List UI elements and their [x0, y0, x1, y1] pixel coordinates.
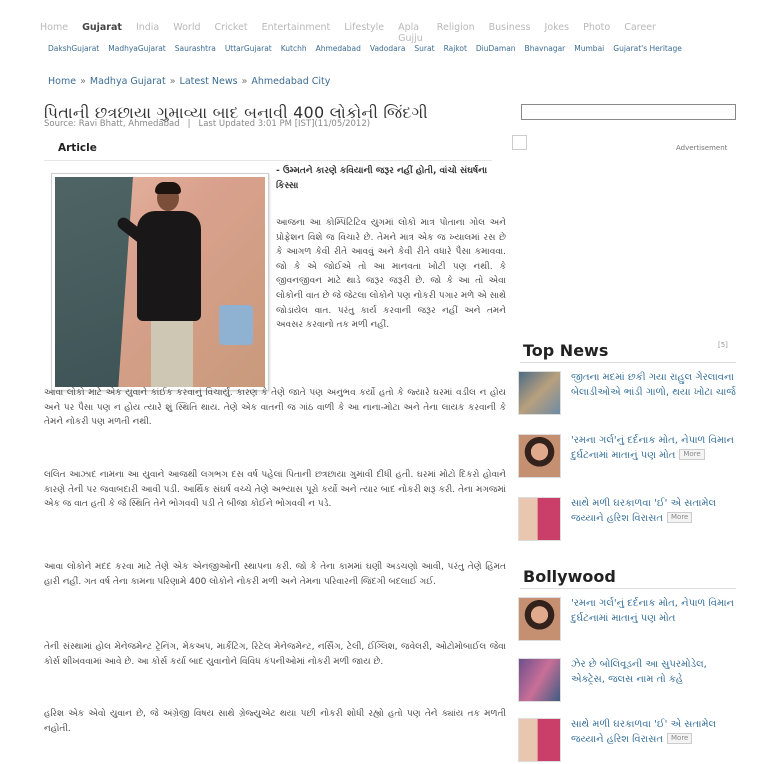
article-paragraph: લલિત આઝાદ નામના આ યુવાને આજથી લગભગ દસ વર્ષ પહેલાં પિતાની છત્રછાયા ગુમાવી દીધી હતી. ઘરમાં મોટો દિકરો હોવાને કારણે તેની પર જવાબદારી આવી પડી. આર્થિક સંઘર્ષ વચ્ચે તેણે અભ્યાસ પૂરો કર્યો અને ત્યાર બાદ નોકરી શરૂ કરી. તેના મગજમાં એક જ વાત હતી કે જે સ્થિતિ તેને ભોગવવી પડી તે બીજા કોઈને ભોગવવી ન પડે. — [44, 470, 506, 510]
blackboard — [55, 177, 133, 387]
tab-article[interactable]: Article — [58, 142, 97, 154]
news-thumbnail[interactable] — [518, 497, 561, 541]
more-button[interactable]: More — [667, 733, 692, 744]
breadcrumb — [48, 76, 330, 87]
more-button[interactable]: More — [679, 449, 704, 460]
article-paragraph: હરિશ એક એવો યુવાન છે, જે અંગ્રેજી વિષય સાથે ગ્રેજ્યુએટ થયા પછી નોકરી શોધી રહ્યો હતો પણ તેને ક્યાંય તક મળતી નહોતી. — [44, 709, 506, 734]
search-input[interactable] — [521, 104, 736, 120]
subnav-item[interactable]: DiuDaman — [475, 44, 516, 53]
article-paragraph: આજના આ કોમ્પિટિટિવ યુગમાં લોકો માત્ર પોતાના ગોલ અને પ્રોફેશન વિશે જ વિચારે છે. તેમને માત્ર એક જ ખ્યાલમાં રસ છે કે આગળ કેવી રીતે આવવું અને કેવી રીતે વધારે પૈસા કમાવવા. જો કે એ જોઈએ તો આ માનવતા ખોટી પણ નથી. કે જીવનજીવન માટે થાડે જરૂર જરૂરી છે. જો કે આ તો એવા લોકોની વાત છે જે જેટલા લોકોને પણ નોકરી પગાર મળે એ સાથે જોડાયેલ વાત. પરંતુ કાર્ય કરવાની જરૂર નહીં અને તમને અવસર કરવાનો તક મળી નહીં. — [276, 218, 506, 331]
nav-item-india[interactable]: India — [135, 22, 160, 33]
top-news-count[interactable]: [5] — [718, 341, 728, 349]
nav-item-world[interactable]: World — [173, 22, 201, 33]
nav-item-career[interactable]: Career — [624, 22, 656, 33]
nav-item-cricket[interactable]: Cricket — [214, 22, 248, 33]
photo-legs — [151, 317, 193, 387]
pull-quote: - ઉમ્મતને કારણે કવિયાની જરૂર નહીં હોતી, વાંચો સંઘર્ષના કિસ્સા — [276, 166, 488, 191]
news-headline[interactable]: 'રમના ગર્લ'નું દર્દનાક મોત, નેપાળ વિમાન દુર્ઘટનામાં માતાનું પણ મોત — [571, 598, 734, 624]
breadcrumb-home[interactable]: Home — [48, 76, 77, 87]
nav-item-apla-gujju[interactable]: Apla Gujju — [398, 22, 423, 44]
photo-torso — [137, 211, 201, 321]
article-paragraph: તેની સંસ્થામાં હોલ મેનેજમેન્ટ ટ્રેનિંગ, મેકઅપ, માર્કેટિંગ, રિટેલ મેનેજમેન્ટ, નર્સિંગ, ટેલી, ઈંગ્લિશ, જવેલરી, ઓટોમોબાઈલ જેવા કોર્સ શીખવવામાં આવે છે. આ કોર્સ કર્યા બાદ યુવાનોને વિવિધ કંપનીઓમાં નોકરી મળી જાય છે. — [44, 642, 506, 667]
news-headline[interactable]: સાથે મળી ઘરકાળવા 'ઈ' એ સતામેલ જય્યાને હરિશ વિરાસત More — [571, 719, 717, 745]
nav-item-jokes[interactable]: Jokes — [544, 22, 570, 33]
bollywood-item[interactable] — [518, 718, 736, 764]
news-headline[interactable]: સાથે મળી ઘરકાળવા 'ઈ' એ સતામેલ જય્યાને હરિશ વિરાસત More — [571, 498, 717, 524]
news-thumbnail[interactable] — [518, 371, 561, 415]
nav-item-business[interactable]: Business — [488, 22, 531, 33]
subnav-item[interactable]: Saurashtra — [174, 44, 216, 53]
article-photo — [51, 173, 269, 391]
breadcrumb-separator: » — [169, 76, 176, 87]
primary-nav — [40, 22, 656, 44]
bollywood-item[interactable] — [518, 658, 736, 704]
top-news-item[interactable] — [518, 434, 736, 480]
subnav-item[interactable]: Vadodara — [369, 44, 406, 53]
news-thumbnail[interactable] — [518, 434, 561, 478]
article-meta — [44, 119, 370, 129]
subnav-item[interactable]: Rajkot — [443, 44, 467, 53]
nav-item-lifestyle[interactable]: Lifestyle — [344, 22, 385, 33]
article-paragraph: આવા લોકો માટે એક યુવાને કાંઈક કરવાનું વિચાર્યું. કારણ કે તેણે જાતે પણ અનુભવ કર્યો હતો કે જ્યારે ઘરમાં વડીલ ન હોય અને પર પૈસા પણ ન હોય ત્યારે શું સ્થિતિ થાય. તેણે એક વાતની જ ગાંઠ વાળી કે આ નાના-મોટા અને તેના લાયક કરવાની કે તેમને નોકરી પણ મળતી નથી. — [44, 388, 506, 428]
subnav-item[interactable]: Surat — [414, 44, 435, 53]
breadcrumb-latest-news[interactable]: Latest News — [179, 76, 238, 87]
advertisement-label: Advertisement — [676, 144, 728, 152]
news-thumbnail[interactable] — [518, 597, 561, 641]
news-headline[interactable]: જીતના મદમાં છકી ગયા રાહુલ ગેરલાવના બેલાડીઓએ ભાંડી ગાળો, થયા ખોટા ચાર્જ — [571, 372, 736, 398]
nav-item-photo[interactable]: Photo — [583, 22, 611, 33]
divider — [520, 588, 736, 589]
breadcrumb-separator: » — [241, 76, 248, 87]
news-headline[interactable]: ઝેર છે બોલિવૂડની આ સુપરમોડેલ, એક્ટ્રેસ, જલસ નામ તો કહે — [571, 659, 707, 685]
top-news-item[interactable] — [518, 497, 736, 543]
news-headline[interactable]: 'રમના ગર્લ'નું દર્દનાક મોત, નેપાળ વિમાન દુર્ઘટનામાં માતાનું પણ મોત More — [571, 435, 734, 461]
nav-item-entertainment[interactable]: Entertainment — [261, 22, 331, 33]
nav-item-gujarat[interactable]: Gujarat — [82, 22, 122, 33]
article-source: Source: Ravi Bhatt, Ahmedabad — [44, 119, 180, 129]
article-paragraph: આવા લોકોને મદદ કરવા માટે તેણે એક એનજીઓની સ્થાપના કરી. જો કે તેના કામમાં ઘણી અડચણો આવી, પરંતુ તેણે હિંમત હારી નહીં. ગત વર્ષ તેના કામના પરિણામે 400 લોકોને નોકરી મળી અને તેમના પરિવારની જિંદગી બદલાઈ ગઈ. — [44, 562, 506, 587]
meta-separator: | — [187, 119, 191, 129]
subnav-item[interactable]: Gujarat's Heritage — [613, 44, 682, 53]
secondary-nav — [48, 44, 708, 53]
news-thumbnail[interactable] — [518, 718, 561, 762]
photo-hair — [155, 182, 181, 194]
divider — [520, 362, 736, 363]
subnav-item[interactable]: Mumbai — [574, 44, 605, 53]
article-title: પિતાની છત્રછાયા ગુમાવ્યા બાદ બનાવી 400 લોકોની જિંદગી — [44, 102, 428, 122]
subnav-item[interactable]: MadhyaGujarat — [108, 44, 166, 53]
subnav-item[interactable]: Ahmedabad — [315, 44, 361, 53]
bollywood-item[interactable] — [518, 597, 736, 643]
top-news-item[interactable] — [518, 371, 736, 417]
photo-teacher-at-blackboard — [55, 177, 265, 387]
bollywood-heading: Bollywood — [523, 567, 616, 586]
breadcrumb-madhya-gujarat[interactable]: Madhya Gujarat — [89, 76, 166, 87]
breadcrumb-ahmedabad-city[interactable]: Ahmedabad City — [251, 76, 331, 87]
subnav-item[interactable]: DakshGujarat — [48, 44, 100, 53]
more-button[interactable]: More — [667, 512, 692, 523]
subnav-item[interactable]: Kutchh — [280, 44, 307, 53]
top-news-heading: Top News — [523, 341, 609, 360]
nav-item-religion[interactable]: Religion — [436, 22, 475, 33]
subnav-item[interactable]: UttarGujarat — [224, 44, 272, 53]
nav-item-home[interactable]: Home — [40, 22, 69, 33]
subnav-item[interactable]: Bhavnagar — [524, 44, 566, 53]
breadcrumb-separator: » — [80, 76, 86, 87]
news-thumbnail[interactable] — [518, 658, 561, 702]
photo-bag — [219, 305, 253, 345]
article-tab-bar — [44, 136, 492, 161]
share-icon[interactable] — [512, 135, 527, 150]
article-updated: Last Updated 3:01 PM [IST](11/05/2012) — [198, 119, 371, 129]
